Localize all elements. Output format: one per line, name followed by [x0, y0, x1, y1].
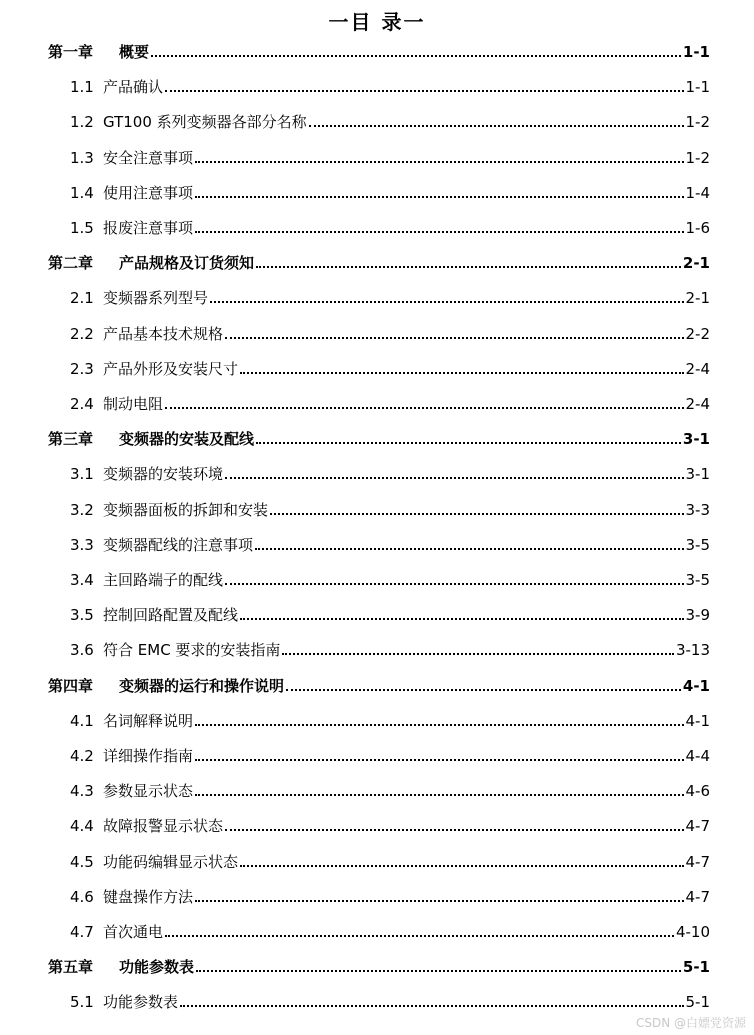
toc-section-row[interactable] [70, 984, 710, 1012]
toc-page-number: 4-6 [685, 782, 710, 801]
toc-entry-number: 1.4 [70, 183, 94, 202]
toc-section-row[interactable] [70, 210, 710, 238]
toc-page-number: 3-5 [685, 535, 710, 554]
toc-chapter-row[interactable] [48, 34, 710, 62]
toc-section-row[interactable] [70, 386, 710, 414]
toc-entry-number: 2.3 [70, 359, 94, 378]
dot-leader [195, 724, 683, 726]
toc-section-row[interactable] [70, 456, 710, 484]
toc-title: 一目 录一 [328, 10, 426, 34]
toc-page-number: 3-9 [685, 606, 710, 625]
toc-page-number: 3-1 [682, 430, 710, 449]
toc-page-number: 1-1 [685, 78, 710, 97]
toc-entry-number: 4.5 [70, 852, 94, 871]
toc-entry-label: 安全注意事项 [103, 148, 194, 167]
toc-section-row[interactable] [70, 351, 710, 379]
toc-entry-label: 控制回路配置及配线 [103, 606, 239, 625]
toc-page-number: 4-1 [685, 711, 710, 730]
toc-page-number: 1-2 [685, 113, 710, 132]
toc-page-number: 5-1 [685, 993, 710, 1012]
toc-entry-label: 概要 [119, 43, 150, 61]
toc-entry-label: 详细操作指南 [103, 747, 194, 765]
toc-page-number: 1-4 [685, 183, 710, 202]
dot-leader [151, 55, 681, 57]
dot-leader [255, 548, 683, 550]
toc-page-number: 2-2 [685, 324, 710, 343]
toc-entry-label: 变频器面板的拆卸和安装 [103, 500, 269, 519]
toc-entry-number: 2.1 [70, 289, 94, 308]
toc-entry-label: 变频器的运行和操作说明 [119, 676, 285, 695]
toc-section-row[interactable] [70, 316, 710, 344]
dot-leader [195, 900, 683, 902]
toc-entry-number: 5.1 [70, 993, 94, 1012]
dot-leader [195, 759, 683, 761]
toc-entry-number: 2.2 [70, 324, 94, 343]
toc-page-number: 2-4 [685, 395, 710, 413]
toc-entry-label: 产品外形及安装尺寸 [103, 359, 239, 378]
toc-entry-number: 第二章 [48, 254, 94, 273]
toc-section-row[interactable] [70, 562, 710, 590]
dot-leader [165, 935, 674, 937]
toc-page-number: 3-13 [675, 641, 710, 660]
toc-entry-number: 4.1 [70, 711, 94, 730]
toc-section-row[interactable] [70, 738, 710, 766]
toc-entry-label: 参数显示状态 [103, 782, 194, 801]
toc-page-number: 2-4 [685, 359, 710, 378]
toc-section-row[interactable] [70, 844, 710, 872]
dot-leader [195, 794, 683, 796]
dot-leader [286, 689, 681, 691]
toc-page-number: 3-3 [685, 500, 710, 519]
toc-entry-number: 第一章 [48, 43, 94, 61]
toc-entry-number: 3.2 [70, 500, 94, 519]
toc-page-number: 4-4 [685, 747, 710, 765]
dot-leader [195, 231, 683, 233]
toc-section-row[interactable] [70, 104, 710, 132]
toc-entry-number: 3.4 [70, 571, 94, 589]
toc-entry-label: 变频器配线的注意事项 [103, 535, 254, 554]
dot-leader [240, 618, 683, 620]
toc-entry-number: 3.5 [70, 606, 94, 625]
toc-entry-number: 3.6 [70, 641, 94, 660]
toc-entry-number: 第五章 [48, 958, 94, 977]
toc-entry-number: 1.3 [70, 148, 94, 167]
toc-entry-number: 4.2 [70, 747, 94, 765]
toc-entry-label: GT100 系列变频器各部分名称 [103, 113, 307, 132]
toc-entry-label: 报废注意事项 [103, 219, 194, 237]
toc-section-row[interactable] [70, 280, 710, 308]
toc-page-number: 2-1 [685, 289, 710, 308]
dot-leader [165, 407, 683, 409]
toc-entry-number: 4.7 [70, 923, 94, 941]
toc-entry-label: 主回路端子的配线 [103, 571, 224, 589]
toc-entry-label: 变频器的安装环境 [103, 465, 224, 484]
toc-entry-label: 功能码编辑显示状态 [103, 852, 239, 871]
toc-entry-number: 4.3 [70, 782, 94, 801]
toc-page-number: 4-7 [685, 817, 710, 836]
dot-leader [225, 477, 683, 479]
dot-leader [309, 125, 684, 127]
toc-section-row[interactable] [70, 773, 710, 801]
toc-page-number: 4-1 [682, 676, 710, 695]
toc-page-number: 4-7 [685, 852, 710, 871]
toc-page-number: 3-5 [685, 571, 710, 589]
toc-entry-label: 名词解释说明 [103, 711, 194, 730]
toc-chapter-row[interactable] [48, 949, 710, 977]
toc-entry-label: 功能参数表 [103, 993, 179, 1012]
toc-entry-number: 4.4 [70, 817, 94, 836]
toc-entry-label: 故障报警显示状态 [103, 817, 224, 836]
toc-entry-label: 产品规格及订货须知 [119, 254, 255, 273]
toc-page-number: 1-1 [682, 43, 710, 61]
toc-entry-label: 变频器系列型号 [103, 289, 209, 308]
toc-section-row[interactable] [70, 69, 710, 97]
dot-leader [195, 196, 683, 198]
toc-section-row[interactable] [70, 914, 710, 942]
dot-leader [225, 829, 683, 831]
dot-leader [196, 970, 681, 972]
toc-entry-label: 变频器的安装及配线 [119, 430, 255, 449]
toc-entry-label: 产品基本技术规格 [103, 324, 224, 343]
toc-entry-number: 1.1 [70, 78, 94, 97]
toc-chapter-row[interactable] [48, 245, 710, 273]
toc-entry-number: 3.1 [70, 465, 94, 484]
toc-section-row[interactable] [70, 879, 710, 907]
toc-page-number: 5-1 [682, 958, 710, 977]
toc-section-row[interactable] [70, 527, 710, 555]
dot-leader [180, 1005, 683, 1007]
toc-entry-label: 产品确认 [103, 78, 164, 97]
toc-page-number: 4-7 [685, 887, 710, 906]
dot-leader [256, 266, 681, 268]
toc-entry-label: 符合 EMC 要求的安装指南 [103, 641, 281, 660]
toc-chapter-row[interactable] [48, 421, 710, 449]
toc-section-row[interactable] [70, 632, 710, 660]
dot-leader [240, 372, 683, 374]
toc-chapter-row[interactable] [48, 668, 710, 696]
toc-section-row[interactable] [70, 808, 710, 836]
toc-entry-number: 1.5 [70, 219, 94, 237]
toc-entry-label: 键盘操作方法 [103, 887, 194, 906]
toc-entry-number: 第四章 [48, 676, 94, 695]
toc-section-row[interactable] [70, 175, 710, 203]
toc-entry-number: 第三章 [48, 430, 94, 449]
toc-section-row[interactable] [70, 703, 710, 731]
toc-entry-label: 制动电阻 [103, 395, 164, 413]
toc-section-row[interactable] [70, 597, 710, 625]
watermark: CSDN @白嫖党资源 [635, 1016, 746, 1030]
toc-entry-number: 2.4 [70, 395, 94, 413]
dot-leader [225, 583, 683, 585]
toc-entry-number: 1.2 [70, 113, 94, 132]
dot-leader [165, 90, 683, 92]
dot-leader [240, 865, 683, 867]
dot-leader [225, 337, 683, 339]
dot-leader [195, 161, 683, 163]
toc-entry-number: 4.6 [70, 887, 94, 906]
dot-leader [282, 653, 674, 655]
toc-page-number: 4-10 [675, 923, 710, 941]
toc-section-row[interactable] [70, 492, 710, 520]
toc-entry-label: 首次通电 [103, 923, 164, 941]
dot-leader [270, 513, 683, 515]
dot-leader [256, 442, 681, 444]
toc-page-number: 1-2 [685, 148, 710, 167]
toc-page-number: 3-1 [685, 465, 710, 484]
toc-entry-number: 3.3 [70, 535, 94, 554]
toc-page-number: 2-1 [682, 254, 710, 273]
dot-leader [210, 301, 683, 303]
toc-entry-label: 功能参数表 [119, 958, 195, 977]
toc-entry-label: 使用注意事项 [103, 183, 194, 202]
toc-page-number: 1-6 [685, 219, 710, 237]
toc-section-row[interactable] [70, 140, 710, 168]
